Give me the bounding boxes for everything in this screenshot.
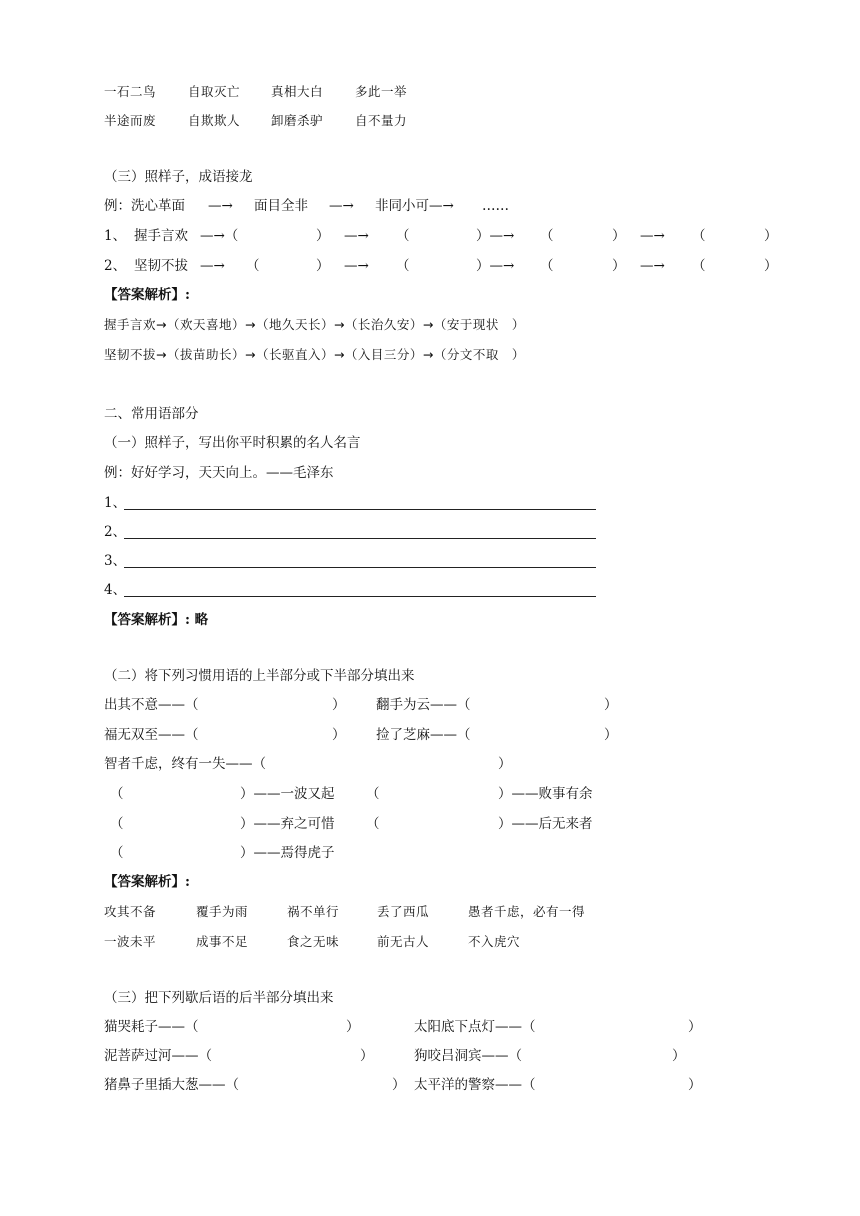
answer-line: 握手言欢→（欢天喜地）→（地久天长）→（长治久安）→（安于现状 ） [104,317,525,332]
idiom: 自不量力 [355,113,408,128]
answer-phrase: 覆手为雨 [196,904,249,919]
sub-title-quotes: （一）照样子，写出你平时积累的名人名言 [104,435,361,451]
section-title-common: 二、常用语部分 [104,406,199,422]
xiehouyu-prompt: 太阳底下点灯——（ [414,1019,536,1035]
bracket-close: ） [316,258,330,274]
xiehouyu-prompt: 狗咬吕洞宾——（ [414,1048,522,1064]
quote-blank-line[interactable] [124,538,596,539]
bracket-open: （ [692,228,706,244]
phrase-prompt: ）——一波又起 [240,786,335,802]
quote-line-number: 4、 [104,582,127,598]
section-title-xiehouyu: （三）把下列歇后语的后半部分填出来 [104,990,334,1006]
phrase-prompt: ）——焉得虎子 [240,845,335,861]
answer-line: 坚韧不拔→（拔苗助长）→（长驱直入）→（入目三分）→（分文不取 ） [104,347,525,362]
bracket-close: ） [332,727,346,743]
section-title-chain: （三）照样子，成语接龙 [104,169,253,185]
idiom: 一石二鸟 [104,84,157,99]
idiom: 半途而废 [104,113,157,128]
answer-phrase: 前无古人 [377,934,430,949]
bracket-close: ） [688,1077,702,1093]
bracket-close-arrow: ）—→ [476,258,515,274]
quote-line-number: 3、 [104,553,127,569]
bracket-close: ） [672,1048,686,1064]
bracket-open: （ [110,786,124,802]
bracket-close: ） [360,1048,374,1064]
answer-heading: 【答案解析】: 略 [104,612,209,628]
answer-heading: 【答案解析】: [104,287,190,303]
arrow: —→ [640,228,665,244]
phrase-prompt: 翻手为云——（ [376,697,471,713]
arrow-open: —→（ [200,228,239,244]
example-text: 例：洗心革面 [104,198,185,214]
answer-phrase: 一波未平 [104,934,157,949]
answer-phrase: 攻其不备 [104,904,157,919]
idiom: 卸磨杀驴 [271,113,324,128]
ellipsis: …… [482,198,509,214]
bracket-open: （ [692,258,706,274]
quote-line-number: 2、 [104,524,127,540]
bracket-close: ） [604,727,618,743]
bracket-open: （ [110,845,124,861]
answer-heading: 【答案解析】: [104,874,190,890]
idiom: 多此一举 [355,84,408,99]
phrase-prompt: 出其不意——（ [104,697,199,713]
xiehouyu-prompt: 太平洋的警察——（ [414,1077,536,1093]
phrase-prompt: 福无双至——（ [104,727,199,743]
bracket-close: ） [604,697,618,713]
bracket-close: ） [392,1077,406,1093]
bracket-close: ） [612,228,626,244]
start-idiom: 坚韧不拔 [134,258,188,274]
bracket-open: （ [540,258,554,274]
arrow: —→ [344,228,369,244]
bracket-open: （ [110,816,124,832]
arrow: —→ [208,198,233,214]
bracket-open: （ [366,816,380,832]
answer-phrase: 不入虎穴 [468,934,521,949]
bracket-close: ） [764,258,778,274]
bracket-open: （ [246,258,260,274]
arrow: —→ [344,258,369,274]
idiom: 真相大白 [271,84,324,99]
arrow: —→ [640,258,665,274]
quote-blank-line[interactable] [124,567,596,568]
example-text: 非同小可—→ [375,198,454,214]
idiom: 自取灭亡 [188,84,241,99]
phrase-prompt: ）——后无来者 [498,816,593,832]
xiehouyu-prompt: 猪鼻子里插大葱——（ [104,1077,239,1093]
phrase-prompt: 智者千虑，终有一失——（ [104,756,266,772]
arrow: —→ [200,258,225,274]
phrase-prompt: ）——败事有余 [498,786,593,802]
xiehouyu-prompt: 泥菩萨过河——（ [104,1048,212,1064]
start-idiom: 握手言欢 [134,228,188,244]
example-text: 面目全非 [254,198,308,214]
quote-line-number: 1、 [104,495,127,511]
phrase-prompt: 捡了芝麻——（ [376,727,471,743]
bracket-open: （ [396,228,410,244]
bracket-close: ） [498,756,512,772]
answer-phrase: 祸不单行 [287,904,340,919]
quote-blank-line[interactable] [124,509,596,510]
answer-phrase: 食之无味 [287,934,340,949]
answer-phrase: 成事不足 [196,934,249,949]
bracket-close: ） [316,228,330,244]
question-number: 2、 [104,258,127,274]
bracket-close: ） [332,697,346,713]
bracket-close: ） [688,1019,702,1035]
arrow: —→ [329,198,354,214]
idiom: 自欺欺人 [188,113,241,128]
bracket-close: ） [612,258,626,274]
quote-example: 例：好好学习，天天向上。——毛泽东 [104,465,334,481]
phrase-prompt: ）——弃之可惜 [240,816,335,832]
section-title-phrases: （二）将下列习惯用语的上半部分或下半部分填出来 [104,668,415,684]
bracket-open: （ [540,228,554,244]
xiehouyu-prompt: 猫哭耗子——（ [104,1019,199,1035]
answer-phrase: 愚者千虑，必有一得 [468,904,586,919]
question-number: 1、 [104,228,127,244]
answer-phrase: 丢了西瓜 [377,904,430,919]
quote-blank-line[interactable] [124,596,596,597]
bracket-close: ） [346,1019,360,1035]
bracket-open: （ [396,258,410,274]
bracket-close: ） [764,228,778,244]
bracket-close-arrow: ）—→ [476,228,515,244]
bracket-open: （ [366,786,380,802]
